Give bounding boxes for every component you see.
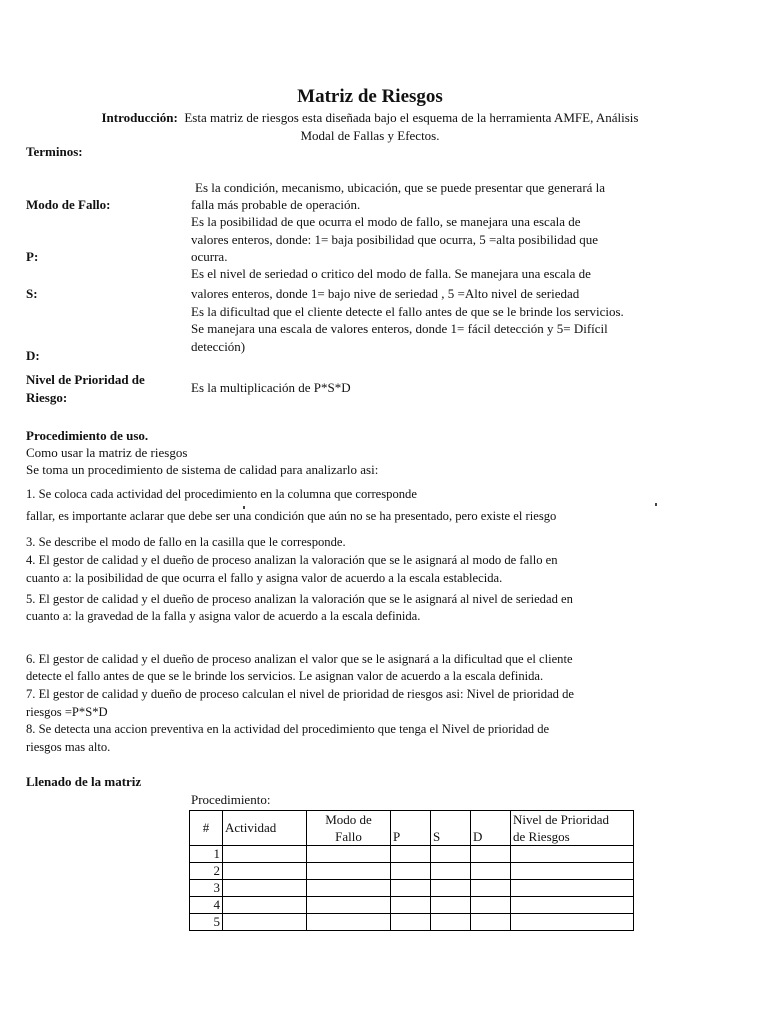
p-def-1: Es la posibilidad de que ocurra el modo de fallo, se manejara una escala de <box>191 214 581 229</box>
d-def-1: Es la dificultad que el cliente detecte el fallo antes de que se le brinde los servicios. <box>191 304 624 319</box>
header-npr <box>511 811 634 846</box>
header-npr-line-2: de Riesgos <box>513 829 570 844</box>
step-6-line-1: 6. El gestor de calidad y el dueño de proceso analizan el valor que se le asignará a la dificultad que el cliente <box>26 652 573 666</box>
cell-s[interactable] <box>431 846 471 863</box>
procedure-heading: Procedimiento de uso. <box>26 428 149 443</box>
modo-def-2: falla más probable de operación. <box>191 197 361 212</box>
cell-modo-fallo[interactable] <box>307 846 391 863</box>
cell-s[interactable] <box>431 880 471 897</box>
risk-matrix-table <box>189 810 634 931</box>
p-def-3: ocurra. <box>191 249 228 264</box>
row-number: 4 <box>190 897 223 914</box>
header-d: D <box>471 811 511 846</box>
header-modo-line-2: Fallo <box>335 829 362 844</box>
cell-p[interactable] <box>391 897 431 914</box>
step-5-line-1: 5. El gestor de calidad y el dueño de proceso analizan la valoración que se le asignará al nivel de seriedad en <box>26 592 573 606</box>
cell-p[interactable] <box>391 846 431 863</box>
cell-s[interactable] <box>431 863 471 880</box>
step-8-line-2: riesgos mas alto. <box>26 740 111 754</box>
d-def-3: detección) <box>191 339 246 354</box>
cell-actividad[interactable] <box>223 863 307 880</box>
matrix-heading: Llenado de la matriz <box>26 774 142 789</box>
d-def-2: Se manejara una escala de valores enteros, donde 1= fácil detección y 5= Difícil <box>191 321 608 336</box>
cell-actividad[interactable] <box>223 914 307 931</box>
header-modo-fallo <box>307 811 391 846</box>
cell-d[interactable] <box>471 846 511 863</box>
row-number: 3 <box>190 880 223 897</box>
table-row <box>190 897 634 914</box>
s-def-2: valores enteros, donde 1= bajo nive de seriedad , 5 =Alto nivel de seriedad <box>191 286 580 301</box>
cell-modo-fallo[interactable] <box>307 863 391 880</box>
cell-s[interactable] <box>431 897 471 914</box>
modo-def-1: Es la condición, mecanismo, ubicación, que se puede presentar que generará la <box>195 180 606 195</box>
step-4-line-2: cuanto a: la posibilidad de que ocurra el fallo y asigna valor de acuerdo a la escala establecida. <box>26 571 503 585</box>
step-4-line-1: 4. El gestor de calidad y el dueño de proceso analizan la valoración que se le asignará al modo de fallo en <box>26 553 558 567</box>
cell-d[interactable] <box>471 880 511 897</box>
intro-line-1: Esta matriz de riesgos esta diseñada bajo el esquema de la herramienta AMFE, Análisis <box>184 110 639 125</box>
overlap-mark <box>655 503 657 506</box>
header-actividad: Actividad <box>223 811 307 846</box>
table-row <box>190 846 634 863</box>
npr-def: Es la multiplicación de P*S*D <box>191 380 351 395</box>
cell-modo-fallo[interactable] <box>307 914 391 931</box>
s-def-1: Es el nivel de seriedad o critico del modo de falla. Se manejara una escala de <box>191 266 591 281</box>
table-row <box>190 880 634 897</box>
cell-npr[interactable] <box>511 880 634 897</box>
npr-label-1: Nivel de Prioridad de <box>26 372 145 387</box>
header-s: S <box>431 811 471 846</box>
header-modo-line-1: Modo de <box>325 812 372 827</box>
cell-actividad[interactable] <box>223 880 307 897</box>
step-7-line-1: 7. El gestor de calidad y dueño de proceso calculan el nivel de prioridad de riesgos asi: Nivel de prioridad de <box>26 687 574 701</box>
cell-npr[interactable] <box>511 914 634 931</box>
step-5-line-2: cuanto a: la gravedad de la falla y asigna valor de acuerdo a la escala definida. <box>26 609 421 623</box>
intro-line-2: Modal de Fallas y Efectos. <box>300 128 440 143</box>
npr-label-2: Riesgo: <box>26 390 68 405</box>
cell-p[interactable] <box>391 880 431 897</box>
cell-modo-fallo[interactable] <box>307 897 391 914</box>
cell-s[interactable] <box>431 914 471 931</box>
cell-d[interactable] <box>471 897 511 914</box>
header-npr-line-1: Nivel de Prioridad <box>513 812 610 827</box>
p-label: P: <box>26 249 39 264</box>
cell-p[interactable] <box>391 863 431 880</box>
table-row <box>190 863 634 880</box>
cell-npr[interactable] <box>511 846 634 863</box>
table-row <box>190 914 634 931</box>
page-title: Matriz de Riesgos <box>297 86 443 107</box>
row-number: 2 <box>190 863 223 880</box>
step-6-line-2: detecte el fallo antes de que se le brinde los servicios. Le asignan valor de acuerdo a la escala definida. <box>26 669 544 683</box>
row-number: 5 <box>190 914 223 931</box>
cell-d[interactable] <box>471 914 511 931</box>
row-number: 1 <box>190 846 223 863</box>
matrix-caption: Procedimiento: <box>191 792 271 807</box>
step-1: 1. Se coloca cada actividad del procedimiento en la columna que corresponde <box>26 487 417 501</box>
table-header-row <box>190 811 634 846</box>
header-p: P <box>391 811 431 846</box>
procedure-line-b: Se toma un procedimiento de sistema de calidad para analizarlo asi: <box>26 462 379 477</box>
cell-modo-fallo[interactable] <box>307 880 391 897</box>
step-8-line-1: 8. Se detecta una accion preventiva en la actividad del procedimiento que tenga el Nivel de prioridad de <box>26 722 550 736</box>
intro-label: Introducción: <box>101 110 178 125</box>
procedure-line-a: Como usar la matriz de riesgos <box>26 445 188 460</box>
cell-actividad[interactable] <box>223 846 307 863</box>
cell-p[interactable] <box>391 914 431 931</box>
cell-npr[interactable] <box>511 897 634 914</box>
d-label: D: <box>26 348 40 363</box>
modo-fallo-label: Modo de Fallo: <box>26 197 111 212</box>
header-num: # <box>190 811 223 846</box>
p-def-2: valores enteros, donde: 1= baja posibilidad que ocurra, 5 =alta posibilidad que <box>191 232 599 247</box>
step-3: 3. Se describe el modo de fallo en la casilla que le corresponde. <box>26 535 346 549</box>
cell-actividad[interactable] <box>223 897 307 914</box>
cell-d[interactable] <box>471 863 511 880</box>
introduction <box>0 109 740 145</box>
terms-heading: Terminos: <box>26 144 83 159</box>
step-1-continued: fallar, es importante aclarar que debe ser una condición que aún no se ha presentado, pero existe el riesgo <box>26 509 557 523</box>
cell-npr[interactable] <box>511 863 634 880</box>
step-7-line-2: riesgos =P*S*D <box>26 705 108 719</box>
s-label: S: <box>26 286 38 301</box>
